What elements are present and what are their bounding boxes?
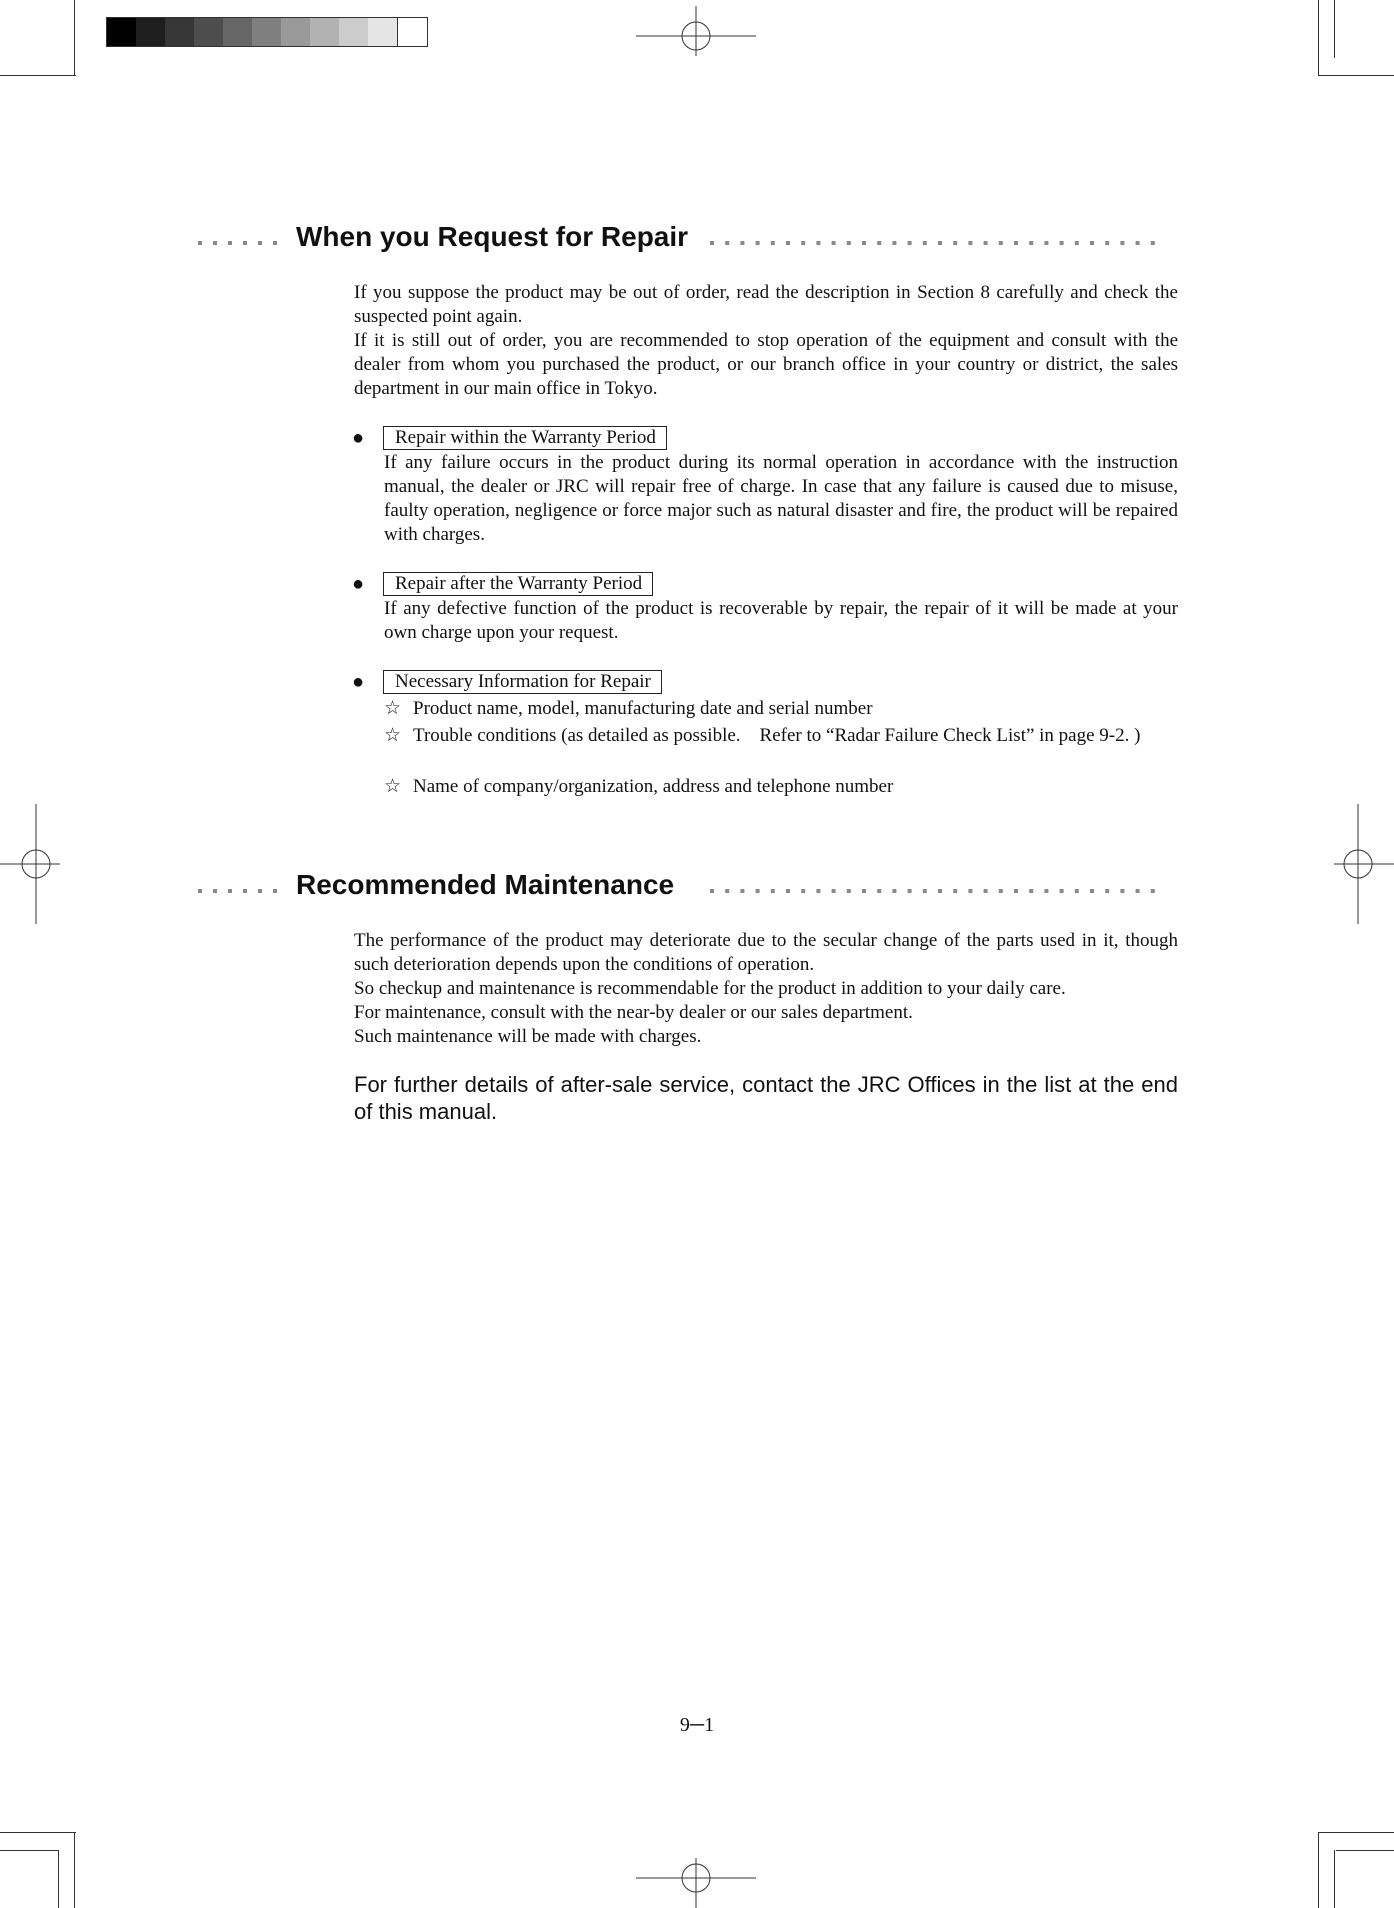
bullet-dot: ● <box>352 427 365 449</box>
crop-mark <box>74 1832 75 1908</box>
gray-swatch <box>136 18 165 46</box>
page-number: 9─1 <box>679 1714 715 1736</box>
dotted-rule-right <box>708 239 1166 247</box>
boxed-subtitle: Repair after the Warranty Period <box>383 572 653 596</box>
crop-mark <box>1334 1850 1335 1908</box>
crop-mark <box>74 0 75 76</box>
registration-mark-left <box>0 804 60 924</box>
warranty-within-text: If any failure occurs in the product during its normal operation in accordance with the instruction manual, the dealer or JRC will repair free of charge. In case that any failure is caused due to misuse, faulty operation, negligence or force major such as natural disaster and fire, the product will be repaired with charges. <box>384 452 1178 545</box>
list-item: ☆ Name of company/organization, address and telephone number <box>384 776 894 797</box>
bullet-dot: ● <box>352 671 365 693</box>
crop-mark <box>0 1832 76 1833</box>
intro-paragraph: If you suppose the product may be out of order, read the description in Section 8 carefully and check the suspected point again. <box>354 282 1178 327</box>
further-details-text: For further details of after-sale service, contact the JRC Offices in the list at the end of this manual. <box>354 1072 1178 1124</box>
gray-scale-bar <box>106 17 428 47</box>
crop-mark <box>1318 0 1319 76</box>
crop-mark <box>58 1850 59 1908</box>
warranty-after-text: If any defective function of the product is recoverable by repair, the repair of it will be made at your own charge upon your request. <box>384 598 1178 643</box>
crop-mark <box>1334 0 1335 58</box>
gray-swatch <box>165 18 194 46</box>
maintenance-line: Such maintenance will be made with charges. <box>354 1026 702 1047</box>
gray-swatch <box>252 18 281 46</box>
registration-mark-bottom <box>636 1858 756 1908</box>
section-title: When you Request for Repair <box>296 221 689 252</box>
gray-swatch <box>339 18 368 46</box>
crop-mark <box>1336 1850 1394 1851</box>
bullet-dot: ● <box>352 573 365 595</box>
boxed-subtitle: Necessary Information for Repair <box>383 670 662 694</box>
crop-mark <box>1318 75 1394 76</box>
crop-mark <box>0 75 76 76</box>
crop-mark <box>1318 1832 1319 1908</box>
gray-swatch <box>223 18 252 46</box>
section-heading-maintenance <box>196 869 1166 913</box>
section-title: Recommended Maintenance <box>296 869 675 900</box>
dotted-rule-left <box>196 239 278 247</box>
list-item: ☆ Trouble conditions (as detailed as possible. Refer to “Radar Failure Check List” in page 9-2. ) <box>384 725 1141 746</box>
gray-swatch <box>194 18 223 46</box>
crop-mark <box>1318 1832 1394 1833</box>
star-outline-icon: ☆ <box>384 725 402 746</box>
registration-mark-right <box>1334 804 1394 924</box>
registration-mark-top <box>636 6 756 56</box>
dotted-rule-left <box>196 887 278 895</box>
list-item: ☆ Product name, model, manufacturing date and serial number <box>384 698 873 719</box>
maintenance-line: For maintenance, consult with the near-by dealer or our sales department. <box>354 1002 913 1023</box>
gray-swatch <box>310 18 339 46</box>
star-outline-icon: ☆ <box>384 776 402 797</box>
crop-mark <box>0 1850 58 1851</box>
dotted-rule-right <box>708 887 1166 895</box>
intro-paragraph: If it is still out of order, you are recommended to stop operation of the equipment and consult with the dealer from whom you purchased the product, or our branch office in your country or district, the sales department in our main office in Tokyo. <box>354 330 1178 399</box>
maintenance-line: So checkup and maintenance is recommendable for the product in addition to your daily care. <box>354 978 1066 999</box>
gray-swatch <box>397 18 427 46</box>
gray-swatch <box>281 18 310 46</box>
star-outline-icon: ☆ <box>384 698 402 719</box>
gray-swatch <box>368 18 397 46</box>
boxed-subtitle: Repair within the Warranty Period <box>383 426 667 450</box>
gray-swatch <box>107 18 136 46</box>
maintenance-paragraph: The performance of the product may deteriorate due to the secular change of the parts used in it, though such deterioration depends upon the conditions of operation. <box>354 930 1178 975</box>
section-heading-repair <box>196 221 1166 265</box>
